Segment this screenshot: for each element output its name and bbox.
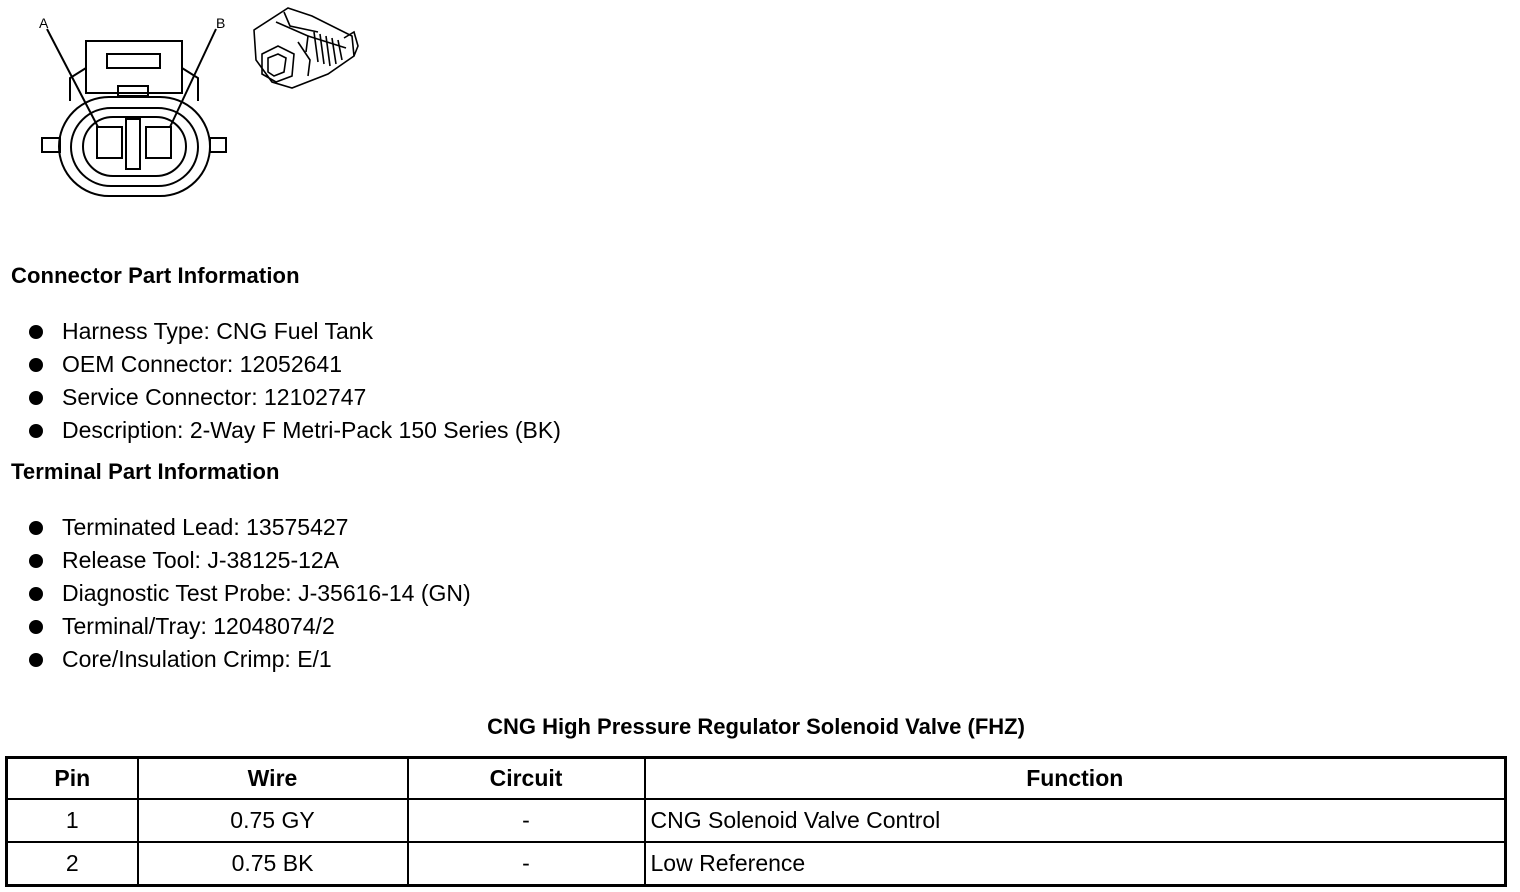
list-item: Release Tool: J-38125-12A (28, 544, 471, 577)
cell-pin: 1 (7, 799, 138, 842)
list-item: Terminated Lead: 13575427 (28, 511, 471, 544)
connector-face-diagram (30, 8, 240, 203)
bullet-icon (29, 325, 43, 339)
table-row (7, 799, 1506, 842)
connector-part-list (28, 315, 561, 447)
list-item: Service Connector: 12102747 (28, 381, 561, 414)
cell-function: Low Reference (645, 842, 1506, 886)
bullet-icon (29, 620, 43, 634)
cell-wire: 0.75 BK (138, 842, 408, 886)
list-item: Terminal/Tray: 12048074/2 (28, 610, 471, 643)
bullet-icon (29, 521, 43, 535)
pin-a-label: A (39, 15, 49, 31)
cell-pin: 2 (7, 842, 138, 886)
list-item: Core/Insulation Crimp: E/1 (28, 643, 471, 676)
pin-table (5, 756, 1507, 887)
table-header-row (7, 758, 1506, 800)
cell-circuit: - (408, 842, 645, 886)
terminal-part-list (28, 511, 471, 676)
bullet-icon (29, 391, 43, 405)
connector-isometric-diagram (248, 2, 360, 94)
bullet-icon (29, 587, 43, 601)
cell-wire: 0.75 GY (138, 799, 408, 842)
bullet-icon (29, 653, 43, 667)
bullet-icon (29, 554, 43, 568)
pin-b-label: B (216, 15, 226, 31)
cell-function: CNG Solenoid Valve Control (645, 799, 1506, 842)
connector-part-heading: Connector Part Information (11, 263, 300, 288)
terminal-part-heading: Terminal Part Information (11, 459, 280, 484)
header-function: Function (645, 758, 1506, 800)
header-pin: Pin (7, 758, 138, 800)
list-item: Harness Type: CNG Fuel Tank (28, 315, 561, 348)
list-item: OEM Connector: 12052641 (28, 348, 561, 381)
list-item: Diagnostic Test Probe: J-35616-14 (GN) (28, 577, 471, 610)
bullet-icon (29, 358, 43, 372)
bullet-icon (29, 424, 43, 438)
list-item: Description: 2-Way F Metri-Pack 150 Series (BK) (28, 414, 561, 447)
header-wire: Wire (138, 758, 408, 800)
cell-circuit: - (408, 799, 645, 842)
pin-table-title: CNG High Pressure Regulator Solenoid Valve (FHZ) (487, 714, 1025, 739)
header-circuit: Circuit (408, 758, 645, 800)
table-row (7, 842, 1506, 886)
